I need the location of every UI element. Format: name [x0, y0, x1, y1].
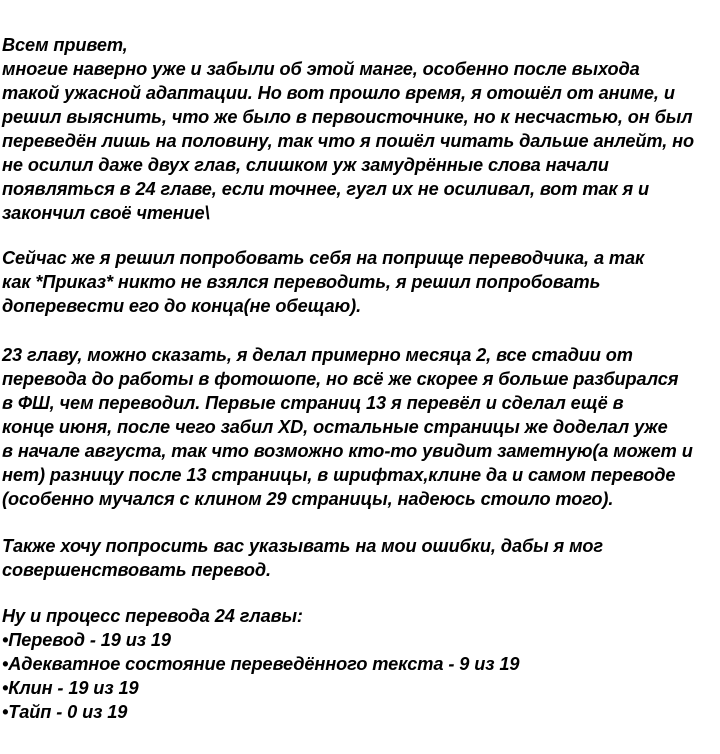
text-line: закончил своё чтение\ [2, 203, 210, 223]
text-line: не осилил даже двух глав, слишком уж замудрённые слова начали [2, 155, 609, 175]
text-line: как *Приказ* никто не взялся переводить, я решил попробовать [2, 272, 601, 292]
text-line: появляться в 24 главе, если точнее, гугл их не осиливал, вот так я и [2, 179, 650, 199]
list-item: •Клин - 19 из 19 [2, 678, 139, 698]
text-line: многие наверно уже и забыли об этой манге, особенно после выхода [2, 59, 640, 79]
text-line: переведён лишь на половину, так что я пошёл читать дальше анлейт, но [2, 131, 695, 151]
text-line: Ну и процесс перевода 24 главы: [2, 606, 303, 626]
text-line: Сейчас же я решил попробовать себя на поприще переводчика, а так [2, 248, 645, 268]
text-line: 23 главу, можно сказать, я делал примерно месяца 2, все стадии от [2, 345, 633, 365]
list-item: •Адекватное состояние переведённого текста - 9 из 19 [2, 654, 520, 674]
text-line: перевода до работы в фотошопе, но всё же скорее я больше разбирался [2, 369, 679, 389]
text-line: конце июня, после чего забил XD, остальные страницы же доделал уже [2, 417, 668, 437]
text-line: Также хочу попросить вас указывать на мои ошибки, дабы я мог [2, 536, 604, 556]
text-line: (особенно мучался с клином 29 страницы, надеюсь стоило того). [2, 489, 614, 509]
text-line: такой ужасной адаптации. Но вот прошло время, я отошёл от аниме, и [2, 83, 675, 103]
text-line: доперевести его до конца(не обещаю). [2, 296, 362, 316]
list-item: •Тайп - 0 из 19 [2, 702, 128, 722]
list-item: •Перевод - 19 из 19 [2, 630, 171, 650]
text-line: решил выяснить, что же было в первоисточнике, но к несчастью, он был [2, 107, 693, 127]
text-line: Всем привет, [2, 35, 128, 55]
text-line: в ФШ, чем переводил. Первые страниц 13 я перевёл и сделал ещё в [2, 393, 624, 413]
text-line: в начале августа, так что возможно кто-то увидит заметную(а может и [2, 441, 693, 461]
text-line: совершенствовать перевод. [2, 560, 271, 580]
text-line: нет) разницу после 13 страницы, в шрифтах,клине да и самом переводе [2, 465, 676, 485]
